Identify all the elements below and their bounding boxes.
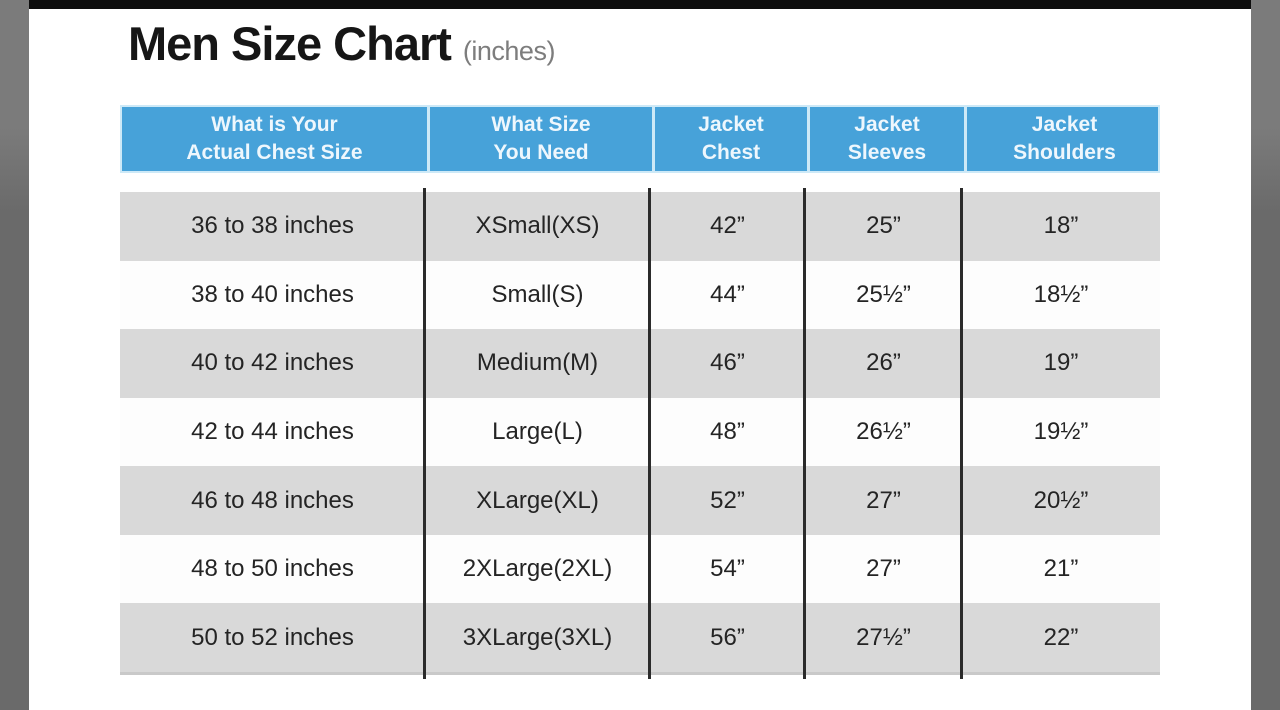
table-cell: 18”	[1043, 212, 1079, 240]
column-divider	[648, 188, 651, 679]
table-cell: 36 to 38 inches	[191, 212, 354, 240]
table-cell: 21”	[1043, 555, 1079, 583]
table-cell: XSmall(XS)	[475, 212, 600, 240]
table-cell: 46 to 48 inches	[191, 486, 354, 514]
table-row	[120, 603, 1160, 672]
page-title: Men Size Chart	[128, 17, 451, 70]
title-block	[128, 16, 555, 71]
table-row	[120, 466, 1160, 535]
table-cell: 25”	[866, 212, 901, 240]
table-body	[120, 192, 1160, 675]
table-row	[120, 261, 1160, 330]
table-cell: 19”	[1043, 349, 1079, 377]
table-cell: 2XLarge(2XL)	[462, 555, 613, 583]
table-header-row	[120, 105, 1160, 173]
column-header	[122, 107, 427, 171]
column-header-line: Jacket	[1031, 112, 1098, 136]
table-cell: 42 to 44 inches	[191, 417, 354, 445]
table-cell: 54”	[710, 555, 745, 583]
table-cell: Large(L)	[492, 417, 583, 445]
table-cell: 50 to 52 inches	[191, 623, 354, 651]
table-cell: 52”	[710, 486, 745, 514]
column-divider	[960, 188, 963, 679]
column-header-line: Jacket	[854, 112, 920, 136]
column-header-line: You Need	[493, 141, 589, 164]
table-cell: 26”	[866, 349, 901, 377]
column-header	[652, 107, 807, 171]
table-row	[120, 329, 1160, 398]
table-cell: Medium(M)	[476, 349, 599, 377]
table-cell: 26½”	[856, 417, 911, 445]
column-header-line: What is Your	[211, 112, 338, 136]
table-cell: 42”	[710, 212, 745, 240]
table-cell: 46”	[710, 349, 745, 377]
column-header-line: Chest	[701, 141, 761, 164]
top-letterbox-bar	[29, 0, 1251, 9]
table-row	[120, 535, 1160, 604]
table-cell: 27”	[866, 486, 901, 514]
right-edge-strip	[1251, 0, 1280, 710]
left-edge-strip	[0, 0, 29, 710]
column-divider	[803, 188, 806, 679]
column-header-line: What Size	[491, 112, 591, 136]
column-header-line: Shoulders	[1013, 141, 1116, 164]
table-cell: 48 to 50 inches	[191, 555, 354, 583]
table-cell: 20½”	[1033, 486, 1089, 514]
table-cell: 25½”	[856, 280, 911, 308]
table-cell: 22”	[1043, 623, 1079, 651]
column-header-line: Sleeves	[847, 141, 927, 164]
column-header	[807, 107, 964, 171]
page-title-units: (inches)	[462, 36, 555, 66]
table-cell: XLarge(XL)	[476, 486, 599, 514]
table-cell: 44”	[710, 280, 745, 308]
column-header-line: Actual Chest Size	[186, 141, 363, 164]
table-rows	[120, 192, 1160, 672]
table-cell: 27”	[866, 555, 901, 583]
table-cell: 48”	[710, 417, 745, 445]
column-header-line: Jacket	[698, 112, 764, 136]
table-cell: 56”	[710, 623, 745, 651]
table-cell: 38 to 40 inches	[191, 280, 354, 308]
table-cell: 19½”	[1033, 417, 1089, 445]
table-row	[120, 398, 1160, 467]
column-header	[964, 107, 1162, 171]
table-cell: 3XLarge(3XL)	[462, 623, 613, 651]
table-cell: 40 to 42 inches	[191, 349, 354, 377]
column-divider	[423, 188, 426, 679]
table-cell: 18½”	[1033, 280, 1089, 308]
table-cell: 27½”	[856, 623, 911, 651]
table-cell: Small(S)	[491, 280, 584, 308]
table-row	[120, 192, 1160, 261]
column-header	[427, 107, 652, 171]
size-chart-table	[120, 105, 1160, 685]
